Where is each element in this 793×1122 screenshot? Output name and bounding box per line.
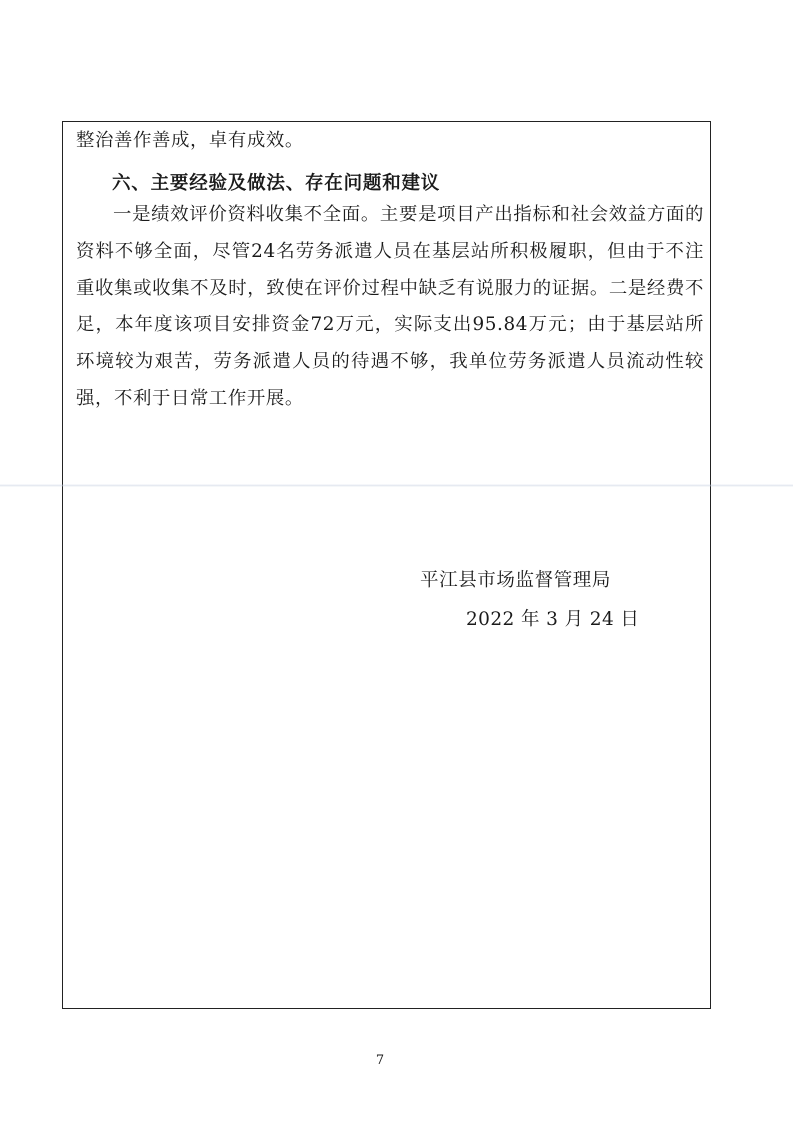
section-heading: 六、主要经验及做法、存在问题和建议	[112, 173, 441, 194]
signature-organization: 平江县市场监督管理局	[420, 570, 612, 591]
signature-date: 2022 年 3 月 24 日	[466, 609, 640, 630]
paragraph-continuation: 整治善作善成，卓有成效。	[76, 130, 304, 151]
scan-artifact-line	[0, 484, 793, 487]
section-body-paragraph: 一是绩效评价资料收集不全面。主要是项目产出指标和社会效益方面的资料不够全面，尽管24名劳务派遣人员在基层站所积极履职，但由于不注重收集或收集不及时，致使在评价过程中缺乏有说服力的证据。二是经费不足，本年度该项目安排资金72万元，实际支出95.84万元；由于基层站所环境较为艰苦，劳务派遣人员的待遇不够，我单位劳务派遣人员流动性较强，不利于日常工作开展。	[76, 204, 704, 409]
page-number: 7	[375, 1053, 385, 1068]
